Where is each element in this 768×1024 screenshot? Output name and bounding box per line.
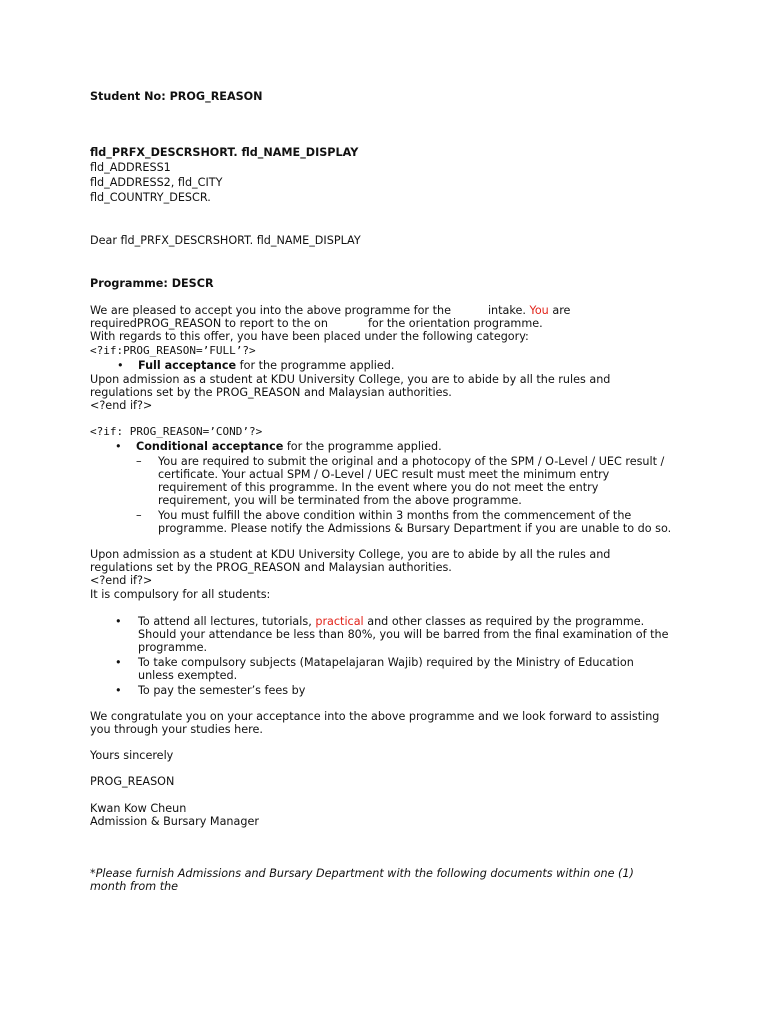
cond-para-line-1: Upon admission as a student at KDU University College, you are to abide by all the rules and xyxy=(90,548,611,561)
practical-highlight: practical xyxy=(315,615,364,628)
programme-heading: Programme: DESCR xyxy=(90,277,214,290)
closing-para-line-1: We congratulate you on your acceptance into the above programme and we look forward to assisting xyxy=(90,710,660,723)
conditional-acceptance-item xyxy=(136,440,442,453)
cond-if-tag: <?if: PROG_REASON=’COND’?> xyxy=(90,425,263,438)
full-para-line-2: regulations set by the PROG_REASON and Malaysian authorities. xyxy=(90,386,452,399)
intro-text-e: for the orientation programme. xyxy=(367,317,543,330)
conditional-acceptance-text: for the programme applied. xyxy=(283,440,442,453)
dash-marker: – xyxy=(136,509,142,522)
full-acceptance-label: Full acceptance xyxy=(138,359,237,372)
cond-sub1-line-2: certificate. Your actual SPM / O-Level / UEC result must meet the minimum entry xyxy=(158,468,610,481)
full-end-tag: <?end if?> xyxy=(90,399,153,412)
bullet-dot: • xyxy=(115,440,122,453)
signatory-title: Admission & Bursary Manager xyxy=(90,815,259,828)
bullet-dot: • xyxy=(115,615,122,628)
intro-highlight-you: You xyxy=(529,304,549,317)
cond-sub2-line-1: You must fulfill the above condition within 3 months from the commencement of the xyxy=(158,509,632,522)
address-line-3: fld_COUNTRY_DESCR. xyxy=(90,191,211,204)
compulsory-item-1-text-a: To attend all lectures, tutorials, xyxy=(138,615,312,628)
intro-text-d: requiredPROG_REASON to report to the on xyxy=(90,317,328,330)
address-line-2: fld_ADDRESS2, fld_CITY xyxy=(90,176,223,189)
cond-sub1-line-4: requirement, you will be terminated from the above programme. xyxy=(158,494,522,507)
yours-sincerely: Yours sincerely xyxy=(90,749,174,762)
intro-line-3: With regards to this offer, you have been placed under the following category: xyxy=(90,330,529,343)
full-acceptance-text: for the programme applied. xyxy=(236,359,395,372)
intro-text-c: are xyxy=(552,304,571,317)
bullet-dot: • xyxy=(115,656,122,669)
compulsory-item-1-line-3: programme. xyxy=(138,641,208,654)
compulsory-item-3: To pay the semester’s fees by xyxy=(138,684,306,697)
intro-text-b: intake. xyxy=(487,304,526,317)
closing-para-line-2: you through your studies here. xyxy=(90,723,263,736)
compulsory-item-1-line-2: Should your attendance be less than 80%, you will be barred from the final examination of the xyxy=(138,628,669,641)
bullet-dot: • xyxy=(117,359,124,372)
cond-sub2-line-2: programme. Please notify the Admissions & Bursary Department if you are unable to do so. xyxy=(158,522,672,535)
compulsory-item-2-line-1: To take compulsory subjects (Matapelajaran Wajib) required by the Ministry of Education xyxy=(138,656,634,669)
address-line-1: fld_ADDRESS1 xyxy=(90,161,171,174)
bullet-dot: • xyxy=(115,684,122,697)
compulsory-item-2-line-2: unless exempted. xyxy=(138,669,238,682)
salutation: Dear fld_PRFX_DESCRSHORT. fld_NAME_DISPLAY xyxy=(90,234,361,247)
cond-sub1-line-1: You are required to submit the original and a photocopy of the SPM / O-Level / UEC result / xyxy=(158,455,665,468)
signature: PROG_REASON xyxy=(90,775,175,788)
full-para-line-1: Upon admission as a student at KDU University College, you are to abide by all the rules and xyxy=(90,373,611,386)
student-no: Student No: PROG_REASON xyxy=(90,90,263,103)
footnote-line-2: month from the xyxy=(90,880,179,893)
compulsory-item-1-line-1 xyxy=(138,615,644,628)
cond-para-line-2: regulations set by the PROG_REASON and Malaysian authorities. xyxy=(90,561,452,574)
dash-marker: – xyxy=(136,455,142,468)
cond-sub1-line-3: requirement of this programme. In the event where you do not meet the entry xyxy=(158,481,599,494)
conditional-acceptance-label: Conditional acceptance xyxy=(136,440,284,453)
signatory-name: Kwan Kow Cheun xyxy=(90,802,187,815)
full-if-tag: <?if:PROG_REASON=’FULL’?> xyxy=(90,344,256,357)
compulsory-item-1-text-b: and other classes as required by the programme. xyxy=(367,615,645,628)
recipient-name: fld_PRFX_DESCRSHORT. fld_NAME_DISPLAY xyxy=(90,146,359,159)
intro-line-1 xyxy=(90,304,570,317)
compulsory-heading: It is compulsory for all students: xyxy=(90,588,271,601)
full-acceptance-item xyxy=(138,359,394,372)
footnote-line-1: *Please furnish Admissions and Bursary Department with the following documents within one (1) xyxy=(90,867,634,880)
cond-end-tag: <?end if?> xyxy=(90,574,153,587)
intro-line-2 xyxy=(90,317,543,330)
intro-text-a: We are pleased to accept you into the above programme for the xyxy=(90,304,451,317)
